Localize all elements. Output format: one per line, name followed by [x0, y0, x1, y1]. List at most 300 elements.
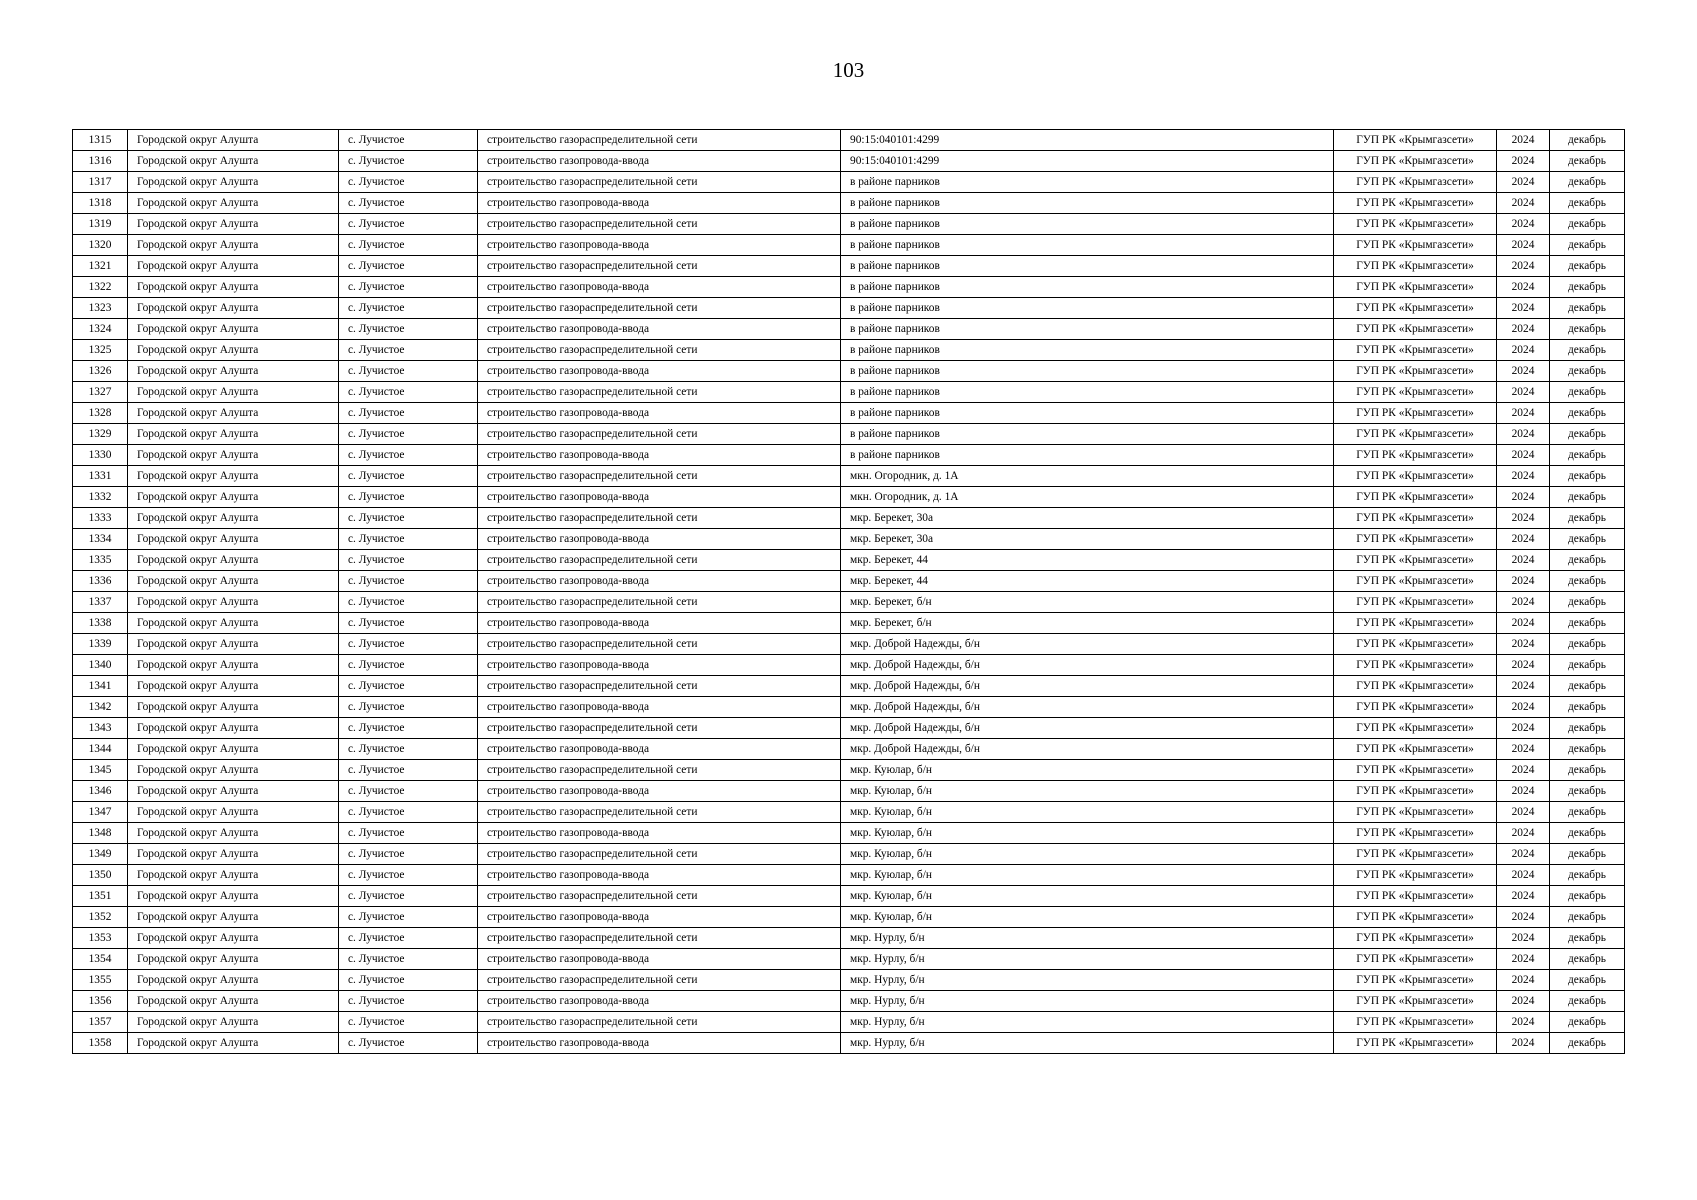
year-cell: 2024	[1497, 382, 1550, 403]
settlement-cell: с. Лучистое	[339, 151, 478, 172]
row-number-cell: 1328	[73, 403, 128, 424]
organization-cell: ГУП РК «Крымгазсети»	[1334, 550, 1497, 571]
work-type-cell: строительство газораспределительной сети	[478, 298, 841, 319]
location-cell: мкр. Куюлар, б/н	[841, 865, 1334, 886]
table-row	[73, 718, 1625, 739]
location-cell: мкр. Берекет, 30а	[841, 529, 1334, 550]
location-cell: мкн. Огородник, д. 1А	[841, 466, 1334, 487]
organization-cell: ГУП РК «Крымгазсети»	[1334, 487, 1497, 508]
district-cell: Городской округ Алушта	[128, 1012, 339, 1033]
year-cell: 2024	[1497, 424, 1550, 445]
location-cell: мкр. Нурлу, б/н	[841, 928, 1334, 949]
work-type-cell: строительство газораспределительной сети	[478, 214, 841, 235]
district-cell: Городской округ Алушта	[128, 970, 339, 991]
district-cell: Городской округ Алушта	[128, 739, 339, 760]
row-number-cell: 1330	[73, 445, 128, 466]
table-row	[73, 277, 1625, 298]
year-cell: 2024	[1497, 1012, 1550, 1033]
year-cell: 2024	[1497, 172, 1550, 193]
organization-cell: ГУП РК «Крымгазсети»	[1334, 928, 1497, 949]
organization-cell: ГУП РК «Крымгазсети»	[1334, 991, 1497, 1012]
settlement-cell: с. Лучистое	[339, 1033, 478, 1054]
work-type-cell: строительство газопровода-ввода	[478, 739, 841, 760]
settlement-cell: с. Лучистое	[339, 550, 478, 571]
table-row	[73, 298, 1625, 319]
table-row	[73, 1012, 1625, 1033]
table-row	[73, 130, 1625, 151]
table-row	[73, 1033, 1625, 1054]
location-cell: мкр. Куюлар, б/н	[841, 823, 1334, 844]
work-type-cell: строительство газопровода-ввода	[478, 235, 841, 256]
work-type-cell: строительство газораспределительной сети	[478, 550, 841, 571]
settlement-cell: с. Лучистое	[339, 361, 478, 382]
district-cell: Городской округ Алушта	[128, 655, 339, 676]
settlement-cell: с. Лучистое	[339, 592, 478, 613]
district-cell: Городской округ Алушта	[128, 781, 339, 802]
table-row	[73, 256, 1625, 277]
organization-cell: ГУП РК «Крымгазсети»	[1334, 172, 1497, 193]
organization-cell: ГУП РК «Крымгазсети»	[1334, 655, 1497, 676]
work-type-cell: строительство газопровода-ввода	[478, 865, 841, 886]
month-cell: декабрь	[1550, 739, 1625, 760]
settlement-cell: с. Лучистое	[339, 823, 478, 844]
month-cell: декабрь	[1550, 907, 1625, 928]
year-cell: 2024	[1497, 340, 1550, 361]
month-cell: декабрь	[1550, 886, 1625, 907]
work-type-cell: строительство газопровода-ввода	[478, 823, 841, 844]
row-number-cell: 1353	[73, 928, 128, 949]
organization-cell: ГУП РК «Крымгазсети»	[1334, 949, 1497, 970]
row-number-cell: 1341	[73, 676, 128, 697]
organization-cell: ГУП РК «Крымгазсети»	[1334, 571, 1497, 592]
settlement-cell: с. Лучистое	[339, 844, 478, 865]
row-number-cell: 1323	[73, 298, 128, 319]
month-cell: декабрь	[1550, 697, 1625, 718]
row-number-cell: 1347	[73, 802, 128, 823]
district-cell: Городской округ Алушта	[128, 1033, 339, 1054]
settlement-cell: с. Лучистое	[339, 718, 478, 739]
organization-cell: ГУП РК «Крымгазсети»	[1334, 886, 1497, 907]
settlement-cell: с. Лучистое	[339, 466, 478, 487]
row-number-cell: 1345	[73, 760, 128, 781]
work-type-cell: строительство газопровода-ввода	[478, 949, 841, 970]
month-cell: декабрь	[1550, 802, 1625, 823]
year-cell: 2024	[1497, 781, 1550, 802]
year-cell: 2024	[1497, 928, 1550, 949]
row-number-cell: 1317	[73, 172, 128, 193]
table-row	[73, 592, 1625, 613]
location-cell: в районе парников	[841, 214, 1334, 235]
row-number-cell: 1324	[73, 319, 128, 340]
settlement-cell: с. Лучистое	[339, 760, 478, 781]
district-cell: Городской округ Алушта	[128, 235, 339, 256]
month-cell: декабрь	[1550, 781, 1625, 802]
settlement-cell: с. Лучистое	[339, 382, 478, 403]
work-type-cell: строительство газопровода-ввода	[478, 697, 841, 718]
organization-cell: ГУП РК «Крымгазсети»	[1334, 592, 1497, 613]
organization-cell: ГУП РК «Крымгазсети»	[1334, 760, 1497, 781]
year-cell: 2024	[1497, 655, 1550, 676]
district-cell: Городской округ Алушта	[128, 361, 339, 382]
work-type-cell: строительство газораспределительной сети	[478, 508, 841, 529]
year-cell: 2024	[1497, 277, 1550, 298]
table-row	[73, 991, 1625, 1012]
row-number-cell: 1335	[73, 550, 128, 571]
location-cell: мкр. Куюлар, б/н	[841, 844, 1334, 865]
row-number-cell: 1322	[73, 277, 128, 298]
month-cell: декабрь	[1550, 508, 1625, 529]
settlement-cell: с. Лучистое	[339, 676, 478, 697]
year-cell: 2024	[1497, 592, 1550, 613]
year-cell: 2024	[1497, 214, 1550, 235]
table-row	[73, 928, 1625, 949]
location-cell: в районе парников	[841, 403, 1334, 424]
organization-cell: ГУП РК «Крымгазсети»	[1334, 718, 1497, 739]
organization-cell: ГУП РК «Крымгазсети»	[1334, 907, 1497, 928]
settlement-cell: с. Лучистое	[339, 571, 478, 592]
work-type-cell: строительство газораспределительной сети	[478, 424, 841, 445]
settlement-cell: с. Лучистое	[339, 529, 478, 550]
district-cell: Городской округ Алушта	[128, 256, 339, 277]
location-cell: 90:15:040101:4299	[841, 151, 1334, 172]
row-number-cell: 1349	[73, 844, 128, 865]
location-cell: в районе парников	[841, 256, 1334, 277]
month-cell: декабрь	[1550, 823, 1625, 844]
row-number-cell: 1331	[73, 466, 128, 487]
table-row	[73, 676, 1625, 697]
organization-cell: ГУП РК «Крымгазсети»	[1334, 697, 1497, 718]
settlement-cell: с. Лучистое	[339, 907, 478, 928]
location-cell: мкр. Доброй Надежды, б/н	[841, 634, 1334, 655]
month-cell: декабрь	[1550, 172, 1625, 193]
table-row	[73, 823, 1625, 844]
year-cell: 2024	[1497, 634, 1550, 655]
month-cell: декабрь	[1550, 424, 1625, 445]
month-cell: декабрь	[1550, 1033, 1625, 1054]
row-number-cell: 1334	[73, 529, 128, 550]
organization-cell: ГУП РК «Крымгазсети»	[1334, 508, 1497, 529]
page-number: 103	[832, 58, 865, 82]
district-cell: Городской округ Алушта	[128, 634, 339, 655]
row-number-cell: 1346	[73, 781, 128, 802]
district-cell: Городской округ Алушта	[128, 508, 339, 529]
year-cell: 2024	[1497, 739, 1550, 760]
row-number-cell: 1327	[73, 382, 128, 403]
table-row	[73, 739, 1625, 760]
table-row	[73, 802, 1625, 823]
organization-cell: ГУП РК «Крымгазсети»	[1334, 466, 1497, 487]
organization-cell: ГУП РК «Крымгазсети»	[1334, 1033, 1497, 1054]
year-cell: 2024	[1497, 823, 1550, 844]
work-type-cell: строительство газораспределительной сети	[478, 466, 841, 487]
month-cell: декабрь	[1550, 361, 1625, 382]
organization-cell: ГУП РК «Крымгазсети»	[1334, 214, 1497, 235]
location-cell: мкр. Берекет, 44	[841, 571, 1334, 592]
row-number-cell: 1325	[73, 340, 128, 361]
row-number-cell: 1354	[73, 949, 128, 970]
work-type-cell: строительство газораспределительной сети	[478, 760, 841, 781]
district-cell: Городской округ Алушта	[128, 277, 339, 298]
location-cell: мкр. Нурлу, б/н	[841, 991, 1334, 1012]
year-cell: 2024	[1497, 613, 1550, 634]
row-number-cell: 1355	[73, 970, 128, 991]
district-cell: Городской округ Алушта	[128, 928, 339, 949]
district-cell: Городской округ Алушта	[128, 718, 339, 739]
row-number-cell: 1357	[73, 1012, 128, 1033]
month-cell: декабрь	[1550, 865, 1625, 886]
year-cell: 2024	[1497, 193, 1550, 214]
organization-cell: ГУП РК «Крымгазсети»	[1334, 130, 1497, 151]
month-cell: декабрь	[1550, 760, 1625, 781]
organization-cell: ГУП РК «Крымгазсети»	[1334, 823, 1497, 844]
district-cell: Городской округ Алушта	[128, 886, 339, 907]
year-cell: 2024	[1497, 970, 1550, 991]
organization-cell: ГУП РК «Крымгазсети»	[1334, 256, 1497, 277]
year-cell: 2024	[1497, 529, 1550, 550]
month-cell: декабрь	[1550, 235, 1625, 256]
organization-cell: ГУП РК «Крымгазсети»	[1334, 739, 1497, 760]
work-type-cell: строительство газораспределительной сети	[478, 886, 841, 907]
district-cell: Городской округ Алушта	[128, 865, 339, 886]
month-cell: декабрь	[1550, 991, 1625, 1012]
settlement-cell: с. Лучистое	[339, 781, 478, 802]
organization-cell: ГУП РК «Крымгазсети»	[1334, 361, 1497, 382]
month-cell: декабрь	[1550, 466, 1625, 487]
settlement-cell: с. Лучистое	[339, 802, 478, 823]
month-cell: декабрь	[1550, 256, 1625, 277]
work-type-cell: строительство газопровода-ввода	[478, 361, 841, 382]
settlement-cell: с. Лучистое	[339, 193, 478, 214]
month-cell: декабрь	[1550, 277, 1625, 298]
row-number-cell: 1348	[73, 823, 128, 844]
table-row	[73, 760, 1625, 781]
year-cell: 2024	[1497, 802, 1550, 823]
table-row	[73, 886, 1625, 907]
settlement-cell: с. Лучистое	[339, 319, 478, 340]
row-number-cell: 1315	[73, 130, 128, 151]
location-cell: мкн. Огородник, д. 1А	[841, 487, 1334, 508]
row-number-cell: 1329	[73, 424, 128, 445]
month-cell: декабрь	[1550, 676, 1625, 697]
table-row	[73, 508, 1625, 529]
settlement-cell: с. Лучистое	[339, 298, 478, 319]
district-cell: Городской округ Алушта	[128, 193, 339, 214]
work-type-cell: строительство газопровода-ввода	[478, 193, 841, 214]
work-type-cell: строительство газопровода-ввода	[478, 1033, 841, 1054]
settlement-cell: с. Лучистое	[339, 172, 478, 193]
district-cell: Городской округ Алушта	[128, 844, 339, 865]
year-cell: 2024	[1497, 151, 1550, 172]
year-cell: 2024	[1497, 676, 1550, 697]
year-cell: 2024	[1497, 571, 1550, 592]
settlement-cell: с. Лучистое	[339, 508, 478, 529]
month-cell: декабрь	[1550, 193, 1625, 214]
location-cell: 90:15:040101:4299	[841, 130, 1334, 151]
location-cell: мкр. Куюлар, б/н	[841, 781, 1334, 802]
month-cell: декабрь	[1550, 214, 1625, 235]
month-cell: декабрь	[1550, 592, 1625, 613]
row-number-cell: 1318	[73, 193, 128, 214]
district-cell: Городской округ Алушта	[128, 802, 339, 823]
district-cell: Городской округ Алушта	[128, 298, 339, 319]
year-cell: 2024	[1497, 550, 1550, 571]
organization-cell: ГУП РК «Крымгазсети»	[1334, 319, 1497, 340]
work-type-cell: строительство газораспределительной сети	[478, 382, 841, 403]
month-cell: декабрь	[1550, 445, 1625, 466]
district-cell: Городской округ Алушта	[128, 466, 339, 487]
year-cell: 2024	[1497, 886, 1550, 907]
organization-cell: ГУП РК «Крымгазсети»	[1334, 151, 1497, 172]
location-cell: мкр. Берекет, б/н	[841, 592, 1334, 613]
table-row	[73, 193, 1625, 214]
district-cell: Городской округ Алушта	[128, 151, 339, 172]
row-number-cell: 1340	[73, 655, 128, 676]
organization-cell: ГУП РК «Крымгазсети»	[1334, 844, 1497, 865]
row-number-cell: 1336	[73, 571, 128, 592]
table-row	[73, 466, 1625, 487]
month-cell: декабрь	[1550, 151, 1625, 172]
settlement-cell: с. Лучистое	[339, 235, 478, 256]
row-number-cell: 1358	[73, 1033, 128, 1054]
month-cell: декабрь	[1550, 970, 1625, 991]
district-cell: Городской округ Алушта	[128, 424, 339, 445]
location-cell: мкр. Куюлар, б/н	[841, 760, 1334, 781]
location-cell: в районе парников	[841, 319, 1334, 340]
table-row	[73, 949, 1625, 970]
work-type-cell: строительство газораспределительной сети	[478, 676, 841, 697]
year-cell: 2024	[1497, 466, 1550, 487]
district-cell: Городской округ Алушта	[128, 550, 339, 571]
location-cell: мкр. Доброй Надежды, б/н	[841, 655, 1334, 676]
organization-cell: ГУП РК «Крымгазсети»	[1334, 781, 1497, 802]
location-cell: в районе парников	[841, 235, 1334, 256]
district-cell: Городской округ Алушта	[128, 529, 339, 550]
organization-cell: ГУП РК «Крымгазсети»	[1334, 613, 1497, 634]
month-cell: декабрь	[1550, 382, 1625, 403]
district-cell: Городской округ Алушта	[128, 697, 339, 718]
work-type-cell: строительство газораспределительной сети	[478, 256, 841, 277]
location-cell: мкр. Берекет, 30а	[841, 508, 1334, 529]
table-row	[73, 214, 1625, 235]
row-number-cell: 1319	[73, 214, 128, 235]
organization-cell: ГУП РК «Крымгазсети»	[1334, 277, 1497, 298]
district-cell: Городской округ Алушта	[128, 445, 339, 466]
row-number-cell: 1333	[73, 508, 128, 529]
table-row	[73, 634, 1625, 655]
organization-cell: ГУП РК «Крымгазсети»	[1334, 634, 1497, 655]
settlement-cell: с. Лучистое	[339, 613, 478, 634]
year-cell: 2024	[1497, 844, 1550, 865]
month-cell: декабрь	[1550, 340, 1625, 361]
settlement-cell: с. Лучистое	[339, 445, 478, 466]
table-row	[73, 865, 1625, 886]
year-cell: 2024	[1497, 949, 1550, 970]
organization-cell: ГУП РК «Крымгазсети»	[1334, 382, 1497, 403]
settlement-cell: с. Лучистое	[339, 277, 478, 298]
organization-cell: ГУП РК «Крымгазсети»	[1334, 445, 1497, 466]
month-cell: декабрь	[1550, 298, 1625, 319]
row-number-cell: 1350	[73, 865, 128, 886]
row-number-cell: 1343	[73, 718, 128, 739]
organization-cell: ГУП РК «Крымгазсети»	[1334, 340, 1497, 361]
settlement-cell: с. Лучистое	[339, 865, 478, 886]
year-cell: 2024	[1497, 130, 1550, 151]
work-type-cell: строительство газораспределительной сети	[478, 172, 841, 193]
location-cell: мкр. Нурлу, б/н	[841, 1012, 1334, 1033]
table-row	[73, 403, 1625, 424]
table-row	[73, 361, 1625, 382]
year-cell: 2024	[1497, 256, 1550, 277]
district-cell: Городской округ Алушта	[128, 403, 339, 424]
settlement-cell: с. Лучистое	[339, 424, 478, 445]
year-cell: 2024	[1497, 865, 1550, 886]
work-type-cell: строительство газопровода-ввода	[478, 487, 841, 508]
location-cell: в районе парников	[841, 424, 1334, 445]
settlement-cell: с. Лучистое	[339, 949, 478, 970]
month-cell: декабрь	[1550, 718, 1625, 739]
settlement-cell: с. Лучистое	[339, 1012, 478, 1033]
location-cell: в районе парников	[841, 193, 1334, 214]
location-cell: мкр. Доброй Надежды, б/н	[841, 718, 1334, 739]
year-cell: 2024	[1497, 403, 1550, 424]
row-number-cell: 1351	[73, 886, 128, 907]
district-cell: Городской округ Алушта	[128, 676, 339, 697]
location-cell: мкр. Доброй Надежды, б/н	[841, 676, 1334, 697]
work-type-cell: строительство газораспределительной сети	[478, 592, 841, 613]
location-cell: мкр. Нурлу, б/н	[841, 949, 1334, 970]
row-number-cell: 1316	[73, 151, 128, 172]
settlement-cell: с. Лучистое	[339, 991, 478, 1012]
year-cell: 2024	[1497, 718, 1550, 739]
work-type-cell: строительство газораспределительной сети	[478, 844, 841, 865]
location-cell: мкр. Берекет, 44	[841, 550, 1334, 571]
year-cell: 2024	[1497, 298, 1550, 319]
settlement-cell: с. Лучистое	[339, 214, 478, 235]
table-row	[73, 550, 1625, 571]
row-number-cell: 1320	[73, 235, 128, 256]
table-row	[73, 970, 1625, 991]
organization-cell: ГУП РК «Крымгазсети»	[1334, 970, 1497, 991]
work-type-cell: строительство газопровода-ввода	[478, 529, 841, 550]
year-cell: 2024	[1497, 508, 1550, 529]
district-cell: Городской округ Алушта	[128, 487, 339, 508]
location-cell: в районе парников	[841, 298, 1334, 319]
work-type-cell: строительство газораспределительной сети	[478, 1012, 841, 1033]
settlement-cell: с. Лучистое	[339, 970, 478, 991]
district-cell: Городской округ Алушта	[128, 382, 339, 403]
organization-cell: ГУП РК «Крымгазсети»	[1334, 235, 1497, 256]
district-cell: Городской округ Алушта	[128, 571, 339, 592]
row-number-cell: 1337	[73, 592, 128, 613]
month-cell: декабрь	[1550, 550, 1625, 571]
month-cell: декабрь	[1550, 613, 1625, 634]
settlement-cell: с. Лучистое	[339, 655, 478, 676]
organization-cell: ГУП РК «Крымгазсети»	[1334, 403, 1497, 424]
year-cell: 2024	[1497, 235, 1550, 256]
table-row	[73, 172, 1625, 193]
table-row	[73, 424, 1625, 445]
month-cell: декабрь	[1550, 571, 1625, 592]
location-cell: в районе парников	[841, 277, 1334, 298]
row-number-cell: 1326	[73, 361, 128, 382]
location-cell: в районе парников	[841, 340, 1334, 361]
year-cell: 2024	[1497, 760, 1550, 781]
district-cell: Городской округ Алушта	[128, 319, 339, 340]
table-row	[73, 781, 1625, 802]
organization-cell: ГУП РК «Крымгазсети»	[1334, 802, 1497, 823]
registry-body	[73, 130, 1625, 1054]
location-cell: в районе парников	[841, 361, 1334, 382]
